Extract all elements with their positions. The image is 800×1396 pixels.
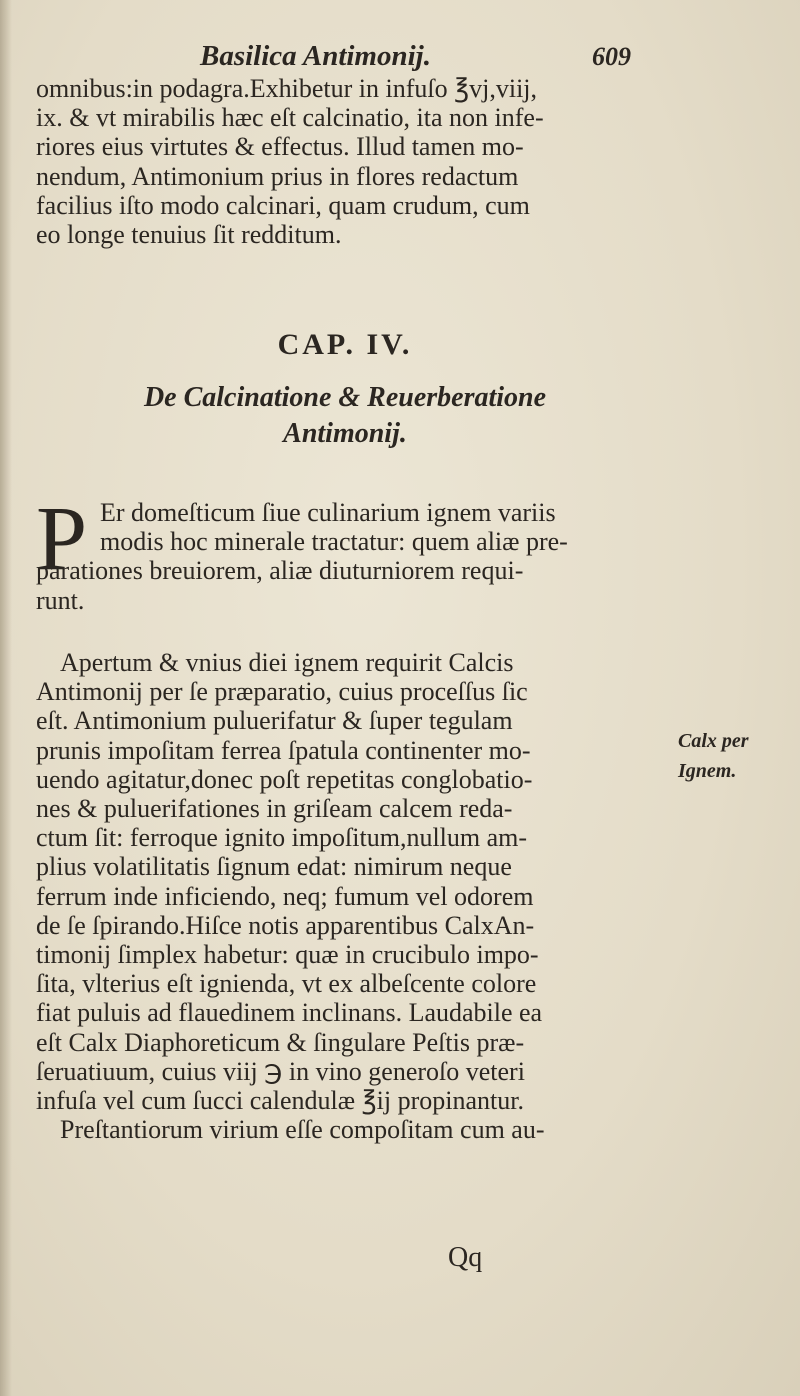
text-line: Antimonij per ſe præparatio, cuius proceſſus ſic	[36, 677, 528, 707]
text-line: modis hoc minerale tractatur: quem aliæ pre-	[100, 527, 568, 557]
text-line: eo longe tenuius ſit redditum.	[36, 220, 342, 250]
text-line: prunis impoſitam ferrea ſpatula continenter mo-	[36, 735, 531, 765]
text-line: plius volatilitatis ſignum edat: nimirum neque	[36, 852, 512, 882]
top-paragraph	[36, 74, 656, 249]
text-line: ſita, vlterius eſt ignienda, vt ex albeſcente colore	[36, 969, 537, 999]
chapter-title-line: De Calcinatione & Reuerberatione	[143, 382, 547, 413]
text-line: riores eius virtutes & effectus. Illud tamen mo-	[36, 132, 524, 162]
text-line: eſt Calx Diaphoreticum & ſingulare Peſtis præ-	[36, 1027, 525, 1057]
page-number: 609	[592, 42, 631, 71]
margin-note-line: Calx per	[678, 730, 749, 752]
text-line: runt.	[36, 585, 85, 615]
text-line: eſt. Antimonium puluerifatur & ſuper tegulam	[36, 706, 513, 736]
text-line: nendum, Antimonium prius in flores redactum	[36, 161, 519, 191]
text-line: fiat puluis ad flauedinem inclinans. Laudabile ea	[36, 998, 543, 1028]
text-line: ferrum inde inficiendo, neq; fumum vel odorem	[36, 881, 534, 911]
first-paragraph	[36, 487, 656, 615]
second-paragraph	[36, 648, 656, 1144]
text-line: parationes breuiorem, aliæ diuturniorem requi-	[36, 556, 524, 586]
page-gutter-shadow	[0, 0, 12, 1396]
signature-mark: Qq	[448, 1242, 483, 1273]
text-line: de ſe ſpirando.Hiſce notis apparentibus CalxAn-	[36, 910, 535, 940]
text-line: omnibus:in podagra.Exhibetur in infuſo ℥vj,viij,	[36, 74, 538, 103]
text-line: facilius iſto modo calcinari, quam crudum, cum	[36, 190, 530, 220]
text-line: nes & puluerifationes in griſeam calcem reda-	[36, 794, 513, 824]
text-line: ctum ſit: ferroque ignito impoſitum,nullum am-	[36, 823, 528, 853]
drop-cap: P	[36, 487, 88, 589]
text-line: infuſa vel cum ſucci calendulæ ℥ij propinantur.	[36, 1086, 524, 1116]
margin-note-line: Ignem.	[678, 760, 737, 782]
text-line: ſeruatiuum, cuius viij ℈ in vino generoſo veteri	[36, 1056, 525, 1086]
text-line: Preſtantiorum virium eſſe compoſitam cum au-	[60, 1115, 545, 1145]
text-line: ix. & vt mirabilis hæc eſt calcinatio, ita non infe-	[36, 103, 544, 133]
text-line: uendo agitatur,donec poſt repetitas conglobatio-	[36, 764, 533, 794]
running-title: Basilica Antimonij.	[200, 40, 431, 72]
chapter-title-line: Antimonij.	[283, 418, 407, 449]
text-line: Er domeſticum ſiue culinarium ignem variis	[100, 498, 556, 527]
text-line: timonij ſimplex habetur: quæ in crucibulo impo-	[36, 940, 539, 970]
margin-note	[678, 726, 798, 786]
chapter-heading: CAP. IV.	[277, 328, 413, 361]
chapter-title	[0, 380, 690, 452]
text-line: Apertum & vnius diei ignem requirit Calcis	[60, 648, 514, 677]
